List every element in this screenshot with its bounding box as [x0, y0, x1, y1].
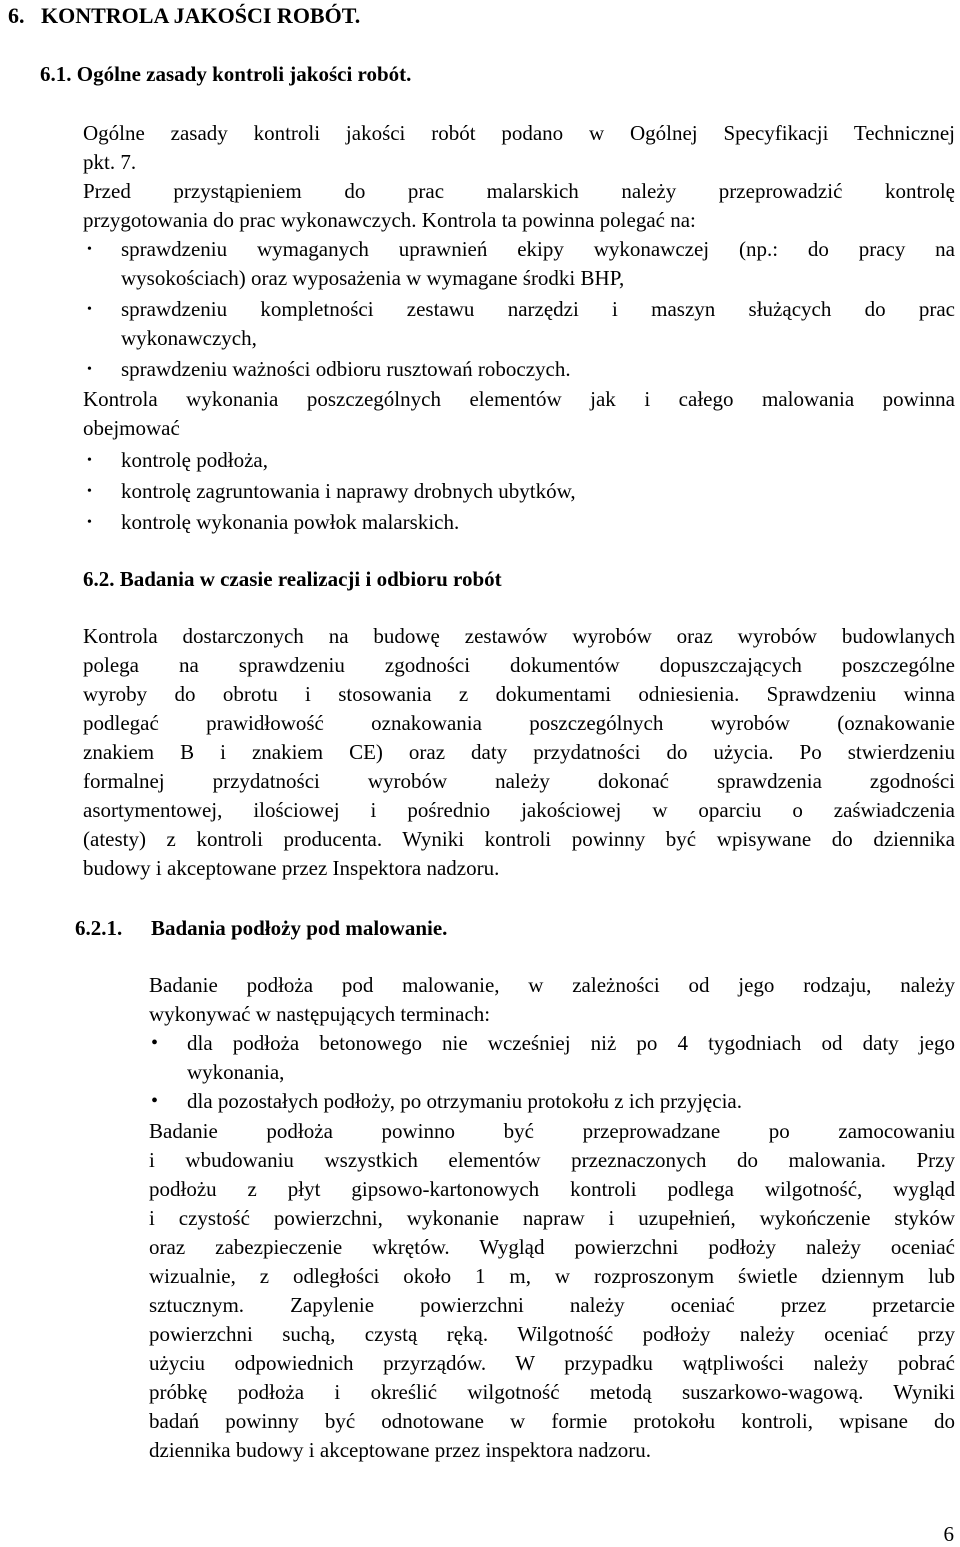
- section-6-2-heading: 6.2. Badania w czasie realizacji i odbioru robót: [83, 567, 502, 591]
- bullet-icon: •: [87, 362, 92, 377]
- section-6-2-1-heading: [75, 914, 447, 942]
- section-6-2-1-paragraph-2: [149, 1117, 955, 1465]
- paragraph-line: użyciu odpowiednich przyrządów. W przypadku wątpliwości należy pobrać: [149, 1351, 955, 1375]
- paragraph-line: sztucznym. Zapylenie powierzchni należy oceniać przez przetarcie: [149, 1293, 955, 1317]
- paragraph-line: i czystość powierzchni, wykonanie napraw i uzupełnień, wykończenie styków: [149, 1206, 955, 1230]
- paragraph-line: oraz zabezpieczenie wkrętów. Wygląd powierzchni podłoży należy oceniać: [149, 1235, 955, 1259]
- paragraph-line: Badanie podłoża pod malowanie, w zależności od jego rodzaju, należy: [149, 973, 955, 997]
- paragraph-line: wizualnie, z odległości około 1 m, w rozproszonym świetle dziennym lub: [149, 1264, 955, 1288]
- list-item-line: sprawdzeniu wymaganych uprawnień ekipy wykonawczej (np.: do pracy na: [121, 237, 955, 261]
- list-item: [83, 508, 955, 537]
- list-item: [83, 446, 955, 475]
- bullet-icon: •: [87, 242, 92, 257]
- section-title: Badania podłoży pod malowanie.: [151, 916, 448, 940]
- list-item: [149, 1087, 955, 1116]
- paragraph-line: asortymentowej, ilościowej i pośrednio jakościowej w oparciu o zaświadczenia: [83, 798, 955, 822]
- page-number: 6: [943, 1522, 954, 1546]
- section-6-1-paragraph-1: [83, 119, 955, 177]
- paragraph-line: wykonywać w następujących terminach:: [149, 1002, 491, 1026]
- paragraph-line: Kontrola wykonania poszczególnych elementów jak i całego malowania powinna: [83, 387, 955, 411]
- section-6-1-paragraph-2: [83, 177, 955, 235]
- section-6-1-bullet-list-1: [83, 235, 955, 384]
- paragraph-line: Badanie podłoża powinno być przeprowadzane po zamocowaniu: [149, 1119, 955, 1143]
- list-item-line: sprawdzeniu kompletności zestawu narzędzi i maszyn służących do prac: [121, 297, 955, 321]
- list-item: [83, 477, 955, 506]
- bullet-icon: •: [87, 302, 92, 317]
- paragraph-line: Przed przystąpieniem do prac malarskich należy przeprowadzić kontrolę: [83, 179, 955, 203]
- paragraph-line: wyroby do obrotu i stosowania z dokumentami odniesienia. Sprawdzeniu winna: [83, 682, 955, 706]
- list-item: [83, 235, 955, 293]
- bullet-icon: •: [151, 1090, 159, 1112]
- list-item-line: kontrolę wykonania powłok malarskich.: [121, 510, 460, 534]
- paragraph-line: Ogólne zasady kontroli jakości robót podano w Ogólnej Specyfikacji Technicznej: [83, 121, 955, 145]
- list-item-line: wykonania,: [187, 1060, 285, 1084]
- paragraph-line: pkt. 7.: [83, 150, 137, 174]
- paragraph-line: próbkę podłoża i określić wilgotność metodą suszarkowo-wagową. Wyniki: [149, 1380, 955, 1404]
- list-item: [83, 295, 955, 353]
- list-item-line: dla podłoża betonowego nie wcześniej niż po 4 tygodniach od daty jego: [187, 1031, 955, 1055]
- bullet-icon: •: [151, 1032, 159, 1054]
- paragraph-line: obejmować: [83, 416, 180, 440]
- paragraph-line: podlegać prawidłowość oznakowania poszczególnych wyrobów (oznakowanie: [83, 711, 955, 735]
- paragraph-line: Kontrola dostarczonych na budowę zestawów wyrobów oraz wyrobów budowlanych: [83, 624, 955, 648]
- list-item: [83, 355, 955, 384]
- section-6-2-1-bullet-list: [149, 1029, 955, 1116]
- list-item: [149, 1029, 955, 1087]
- section-number: 6.2.1.: [75, 916, 123, 940]
- section-6-heading: 6. KONTROLA JAKOŚCI ROBÓT.: [8, 3, 361, 28]
- paragraph-line: przygotowania do prac wykonawczych. Kontrola ta powinna polegać na:: [83, 208, 696, 232]
- list-item-line: wysokościach) oraz wyposażenia w wymagane środki BHP,: [121, 266, 625, 290]
- section-6-1-heading: 6.1. Ogólne zasady kontroli jakości robót.: [40, 62, 412, 86]
- bullet-icon: •: [87, 515, 92, 530]
- paragraph-line: dziennika budowy i akceptowane przez inspektora nadzoru.: [149, 1438, 652, 1462]
- list-item-line: dla pozostałych podłoży, po otrzymaniu protokołu z ich przyjęcia.: [187, 1089, 742, 1113]
- paragraph-line: (atesty) z kontroli producenta. Wyniki kontroli powinny być wpisywane do dziennika: [83, 827, 955, 851]
- section-6-1-paragraph-3: [83, 385, 955, 443]
- list-item-line: sprawdzeniu ważności odbioru rusztowań roboczych.: [121, 357, 571, 381]
- paragraph-line: podłożu z płyt gipsowo-kartonowych kontroli podlega wilgotność, wygląd: [149, 1177, 955, 1201]
- paragraph-line: badań powinny być odnotowane w formie protokołu kontroli, wpisane do: [149, 1409, 955, 1433]
- paragraph-line: polega na sprawdzeniu zgodności dokumentów dopuszczających poszczególne: [83, 653, 955, 677]
- list-item-line: kontrolę zagruntowania i naprawy drobnych ubytków,: [121, 479, 576, 503]
- paragraph-line: znakiem B i znakiem CE) oraz daty przydatności do użycia. Po stwierdzeniu: [83, 740, 955, 764]
- section-6-2-paragraph: [83, 622, 955, 883]
- list-item-line: kontrolę podłoża,: [121, 448, 268, 472]
- paragraph-line: budowy i akceptowane przez Inspektora nadzoru.: [83, 856, 500, 880]
- paragraph-line: i wbudowaniu wszystkich elementów przeznaczonych do malowania. Przy: [149, 1148, 955, 1172]
- list-item-line: wykonawczych,: [121, 326, 257, 350]
- section-6-1-bullet-list-2: [83, 446, 955, 537]
- paragraph-line: powierzchni suchą, czystą ręką. Wilgotność podłoży należy oceniać przy: [149, 1322, 955, 1346]
- bullet-icon: •: [87, 453, 92, 468]
- bullet-icon: •: [87, 484, 92, 499]
- section-6-2-1-paragraph-1: [149, 971, 955, 1029]
- paragraph-line: formalnej przydatności wyrobów należy dokonać sprawdzenia zgodności: [83, 769, 955, 793]
